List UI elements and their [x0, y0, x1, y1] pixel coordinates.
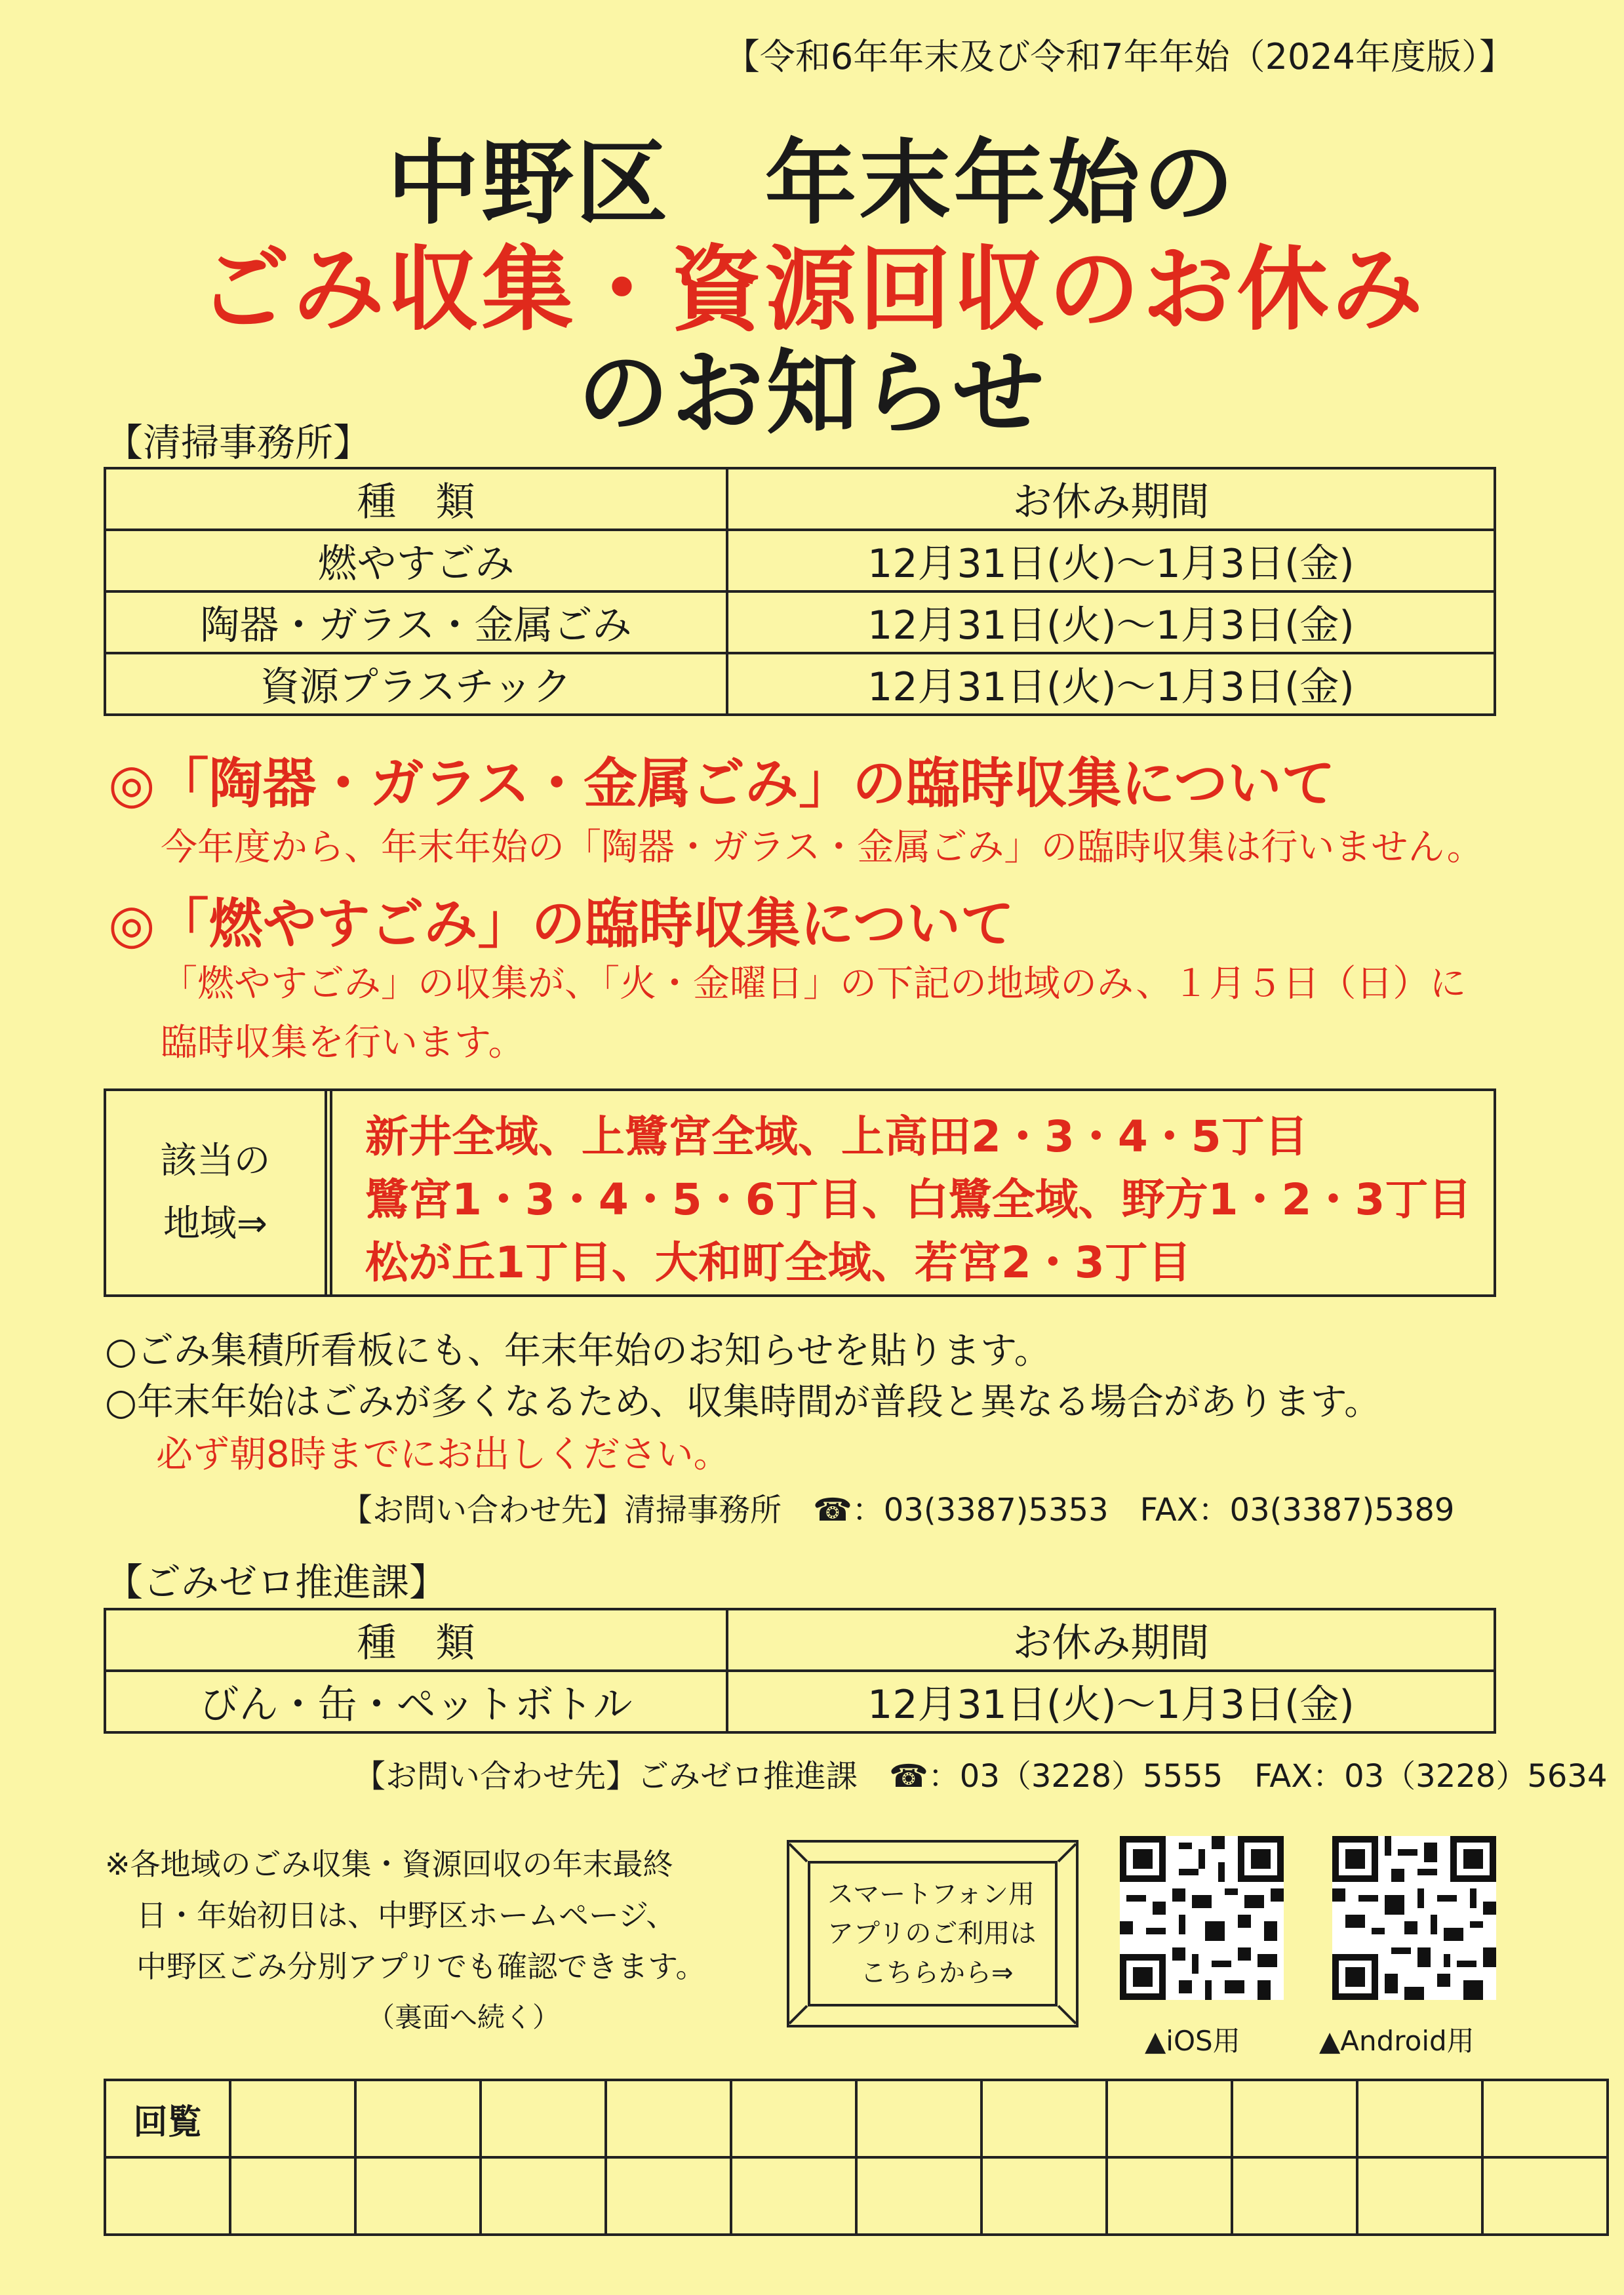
target-areas-label-line2: 地域⇒ — [163, 1203, 267, 1245]
circulation-cell[interactable] — [230, 2080, 355, 2157]
table-row — [105, 1671, 1495, 1732]
notice2-body-line1: 「燃やすごみ」の収集が、「火・金曜日」の下記の地域のみ、１月５日（日）に — [161, 963, 1467, 1005]
notice2-heading: ◎「燃やすごみ」の臨時収集について — [108, 893, 1014, 955]
header-period: お休み期間 — [727, 1609, 1495, 1671]
frame-corner — [789, 1843, 808, 1863]
circulation-cell[interactable] — [230, 2157, 355, 2235]
continued-note: （裏面へ続く） — [367, 2001, 561, 2033]
circulation-cell[interactable] — [981, 2157, 1107, 2235]
area-line: 鷺宮1・3・4・5・6丁目、白鷺全域、野方1・2・3丁目 — [365, 1174, 1472, 1225]
note-signboard: ○ごみ集積所看板にも、年末年始のお知らせを貼ります。 — [105, 1330, 1051, 1372]
qr-ios-caption: ▲iOS用 — [1145, 2025, 1240, 2057]
circulation-cell[interactable] — [1357, 2157, 1482, 2235]
circulation-cell[interactable] — [1482, 2080, 1608, 2157]
footnote-line2: 日・年始初日は、中野区ホームページ、 — [136, 1898, 677, 1933]
qr-code-ios-icon[interactable] — [1120, 1836, 1284, 2000]
row-type: びん・缶・ペットボトル — [105, 1671, 727, 1732]
row-type: 資源プラスチック — [105, 653, 727, 715]
table-row — [105, 591, 1495, 653]
row-period: 12月31日(火)〜1月3日(金) — [727, 653, 1495, 715]
footnote-line3: 中野区ごみ分別アプリでも確認できます。 — [136, 1949, 706, 1984]
circulation-cell[interactable] — [105, 2157, 230, 2235]
notice1-heading: ◎「陶器・ガラス・金属ごみ」の臨時収集について — [108, 753, 1336, 815]
frame-corner — [1058, 2005, 1077, 2025]
page-title-line1: 中野区 年末年始の — [387, 130, 1237, 237]
cleaning-office-label: 【清掃事務所】 — [105, 420, 372, 465]
table-header-row — [105, 468, 1495, 530]
circulation-cell[interactable] — [1357, 2080, 1482, 2157]
frame-corner — [1058, 1843, 1077, 1863]
circulation-cell[interactable] — [856, 2157, 981, 2235]
circulation-cell[interactable] — [981, 2080, 1107, 2157]
app-info-line3: こちらから⇒ — [860, 1958, 1014, 1988]
app-info-line2: アプリのご利用は — [827, 1919, 1037, 1949]
circulation-label: 回覧 — [105, 2080, 230, 2157]
circulation-cell[interactable] — [1107, 2157, 1232, 2235]
area-line: 松が丘1丁目、大和町全域、若宮2・3丁目 — [365, 1237, 1191, 1288]
circulation-cell[interactable] — [1107, 2080, 1232, 2157]
circulation-cell[interactable] — [731, 2157, 856, 2235]
footnote-line1: ※各地域のごみ収集・資源回収の年末最終 — [105, 1846, 673, 1882]
circulation-cell[interactable] — [1232, 2080, 1357, 2157]
contact-zero-waste: 【お問い合わせ先】ごみゼロ推進課 ☎：03（3228）5555 FAX：03（3228）5634 — [354, 1758, 1608, 1795]
zero-waste-label: 【ごみゼロ推進課】 — [105, 1560, 448, 1605]
row-type: 陶器・ガラス・金属ごみ — [105, 591, 727, 653]
target-areas-box — [104, 1088, 1496, 1297]
notice1-body: 今年度から、年末年始の「陶器・ガラス・金属ごみ」の臨時収集は行いません。 — [161, 826, 1484, 869]
table-row — [105, 530, 1495, 591]
app-info-text — [808, 1861, 1058, 2006]
edition-label: 【令和6年年末及び令和7年年始（2024年度版）】 — [724, 36, 1515, 77]
target-areas-label — [106, 1091, 332, 1294]
cleaning-office-table — [104, 467, 1496, 716]
circulation-cell[interactable] — [481, 2157, 606, 2235]
row-period: 12月31日(火)〜1月3日(金) — [727, 530, 1495, 591]
circulation-cell[interactable] — [355, 2080, 481, 2157]
target-areas-label-line1: 該当の — [160, 1140, 271, 1182]
circulation-cell[interactable] — [606, 2157, 731, 2235]
header-period: お休み期間 — [727, 468, 1495, 530]
app-info-line1: スマートフォン用 — [827, 1879, 1035, 1909]
footnote — [105, 1839, 705, 2043]
header-type: 種 類 — [105, 1609, 727, 1671]
contact-cleaning-office: 【お問い合わせ先】清掃事務所 ☎：03(3387)5353 FAX：03(3387)5389 — [341, 1492, 1455, 1528]
circulation-cell[interactable] — [1232, 2157, 1357, 2235]
note-collection-time: ○年末年始はごみが多くなるため、収集時間が普段と異なる場合があります。 — [105, 1381, 1381, 1424]
page-title-line2: ごみ収集・資源回収のお休み — [198, 237, 1426, 344]
qr-android-caption: ▲Android用 — [1319, 2025, 1475, 2057]
page-title-line3: のお知らせ — [577, 340, 1047, 447]
target-areas-list — [365, 1106, 1471, 1294]
circulation-cell[interactable] — [355, 2157, 481, 2235]
circulation-cell[interactable] — [481, 2080, 606, 2157]
circulation-cell[interactable] — [731, 2080, 856, 2157]
zero-waste-table — [104, 1608, 1496, 1734]
table-header-row — [105, 1609, 1495, 1671]
table-row — [105, 653, 1495, 715]
circulation-cell[interactable] — [1482, 2157, 1608, 2235]
note-deadline: 必ず朝8時までにお出しください。 — [156, 1433, 730, 1476]
notice2-body-line2: 臨時収集を行います。 — [161, 1022, 525, 1064]
circulation-table — [104, 2079, 1609, 2236]
qr-code-android-icon[interactable] — [1332, 1836, 1496, 2000]
row-period: 12月31日(火)〜1月3日(金) — [727, 591, 1495, 653]
header-type: 種 類 — [105, 468, 727, 530]
circulation-cell[interactable] — [856, 2080, 981, 2157]
app-info-box — [787, 1840, 1079, 2027]
row-type: 燃やすごみ — [105, 530, 727, 591]
frame-corner — [789, 2005, 808, 2025]
area-line: 新井全域、上鷺宮全域、上高田2・3・4・5丁目 — [365, 1111, 1308, 1162]
row-period: 12月31日(火)〜1月3日(金) — [727, 1671, 1495, 1732]
circulation-cell[interactable] — [606, 2080, 731, 2157]
